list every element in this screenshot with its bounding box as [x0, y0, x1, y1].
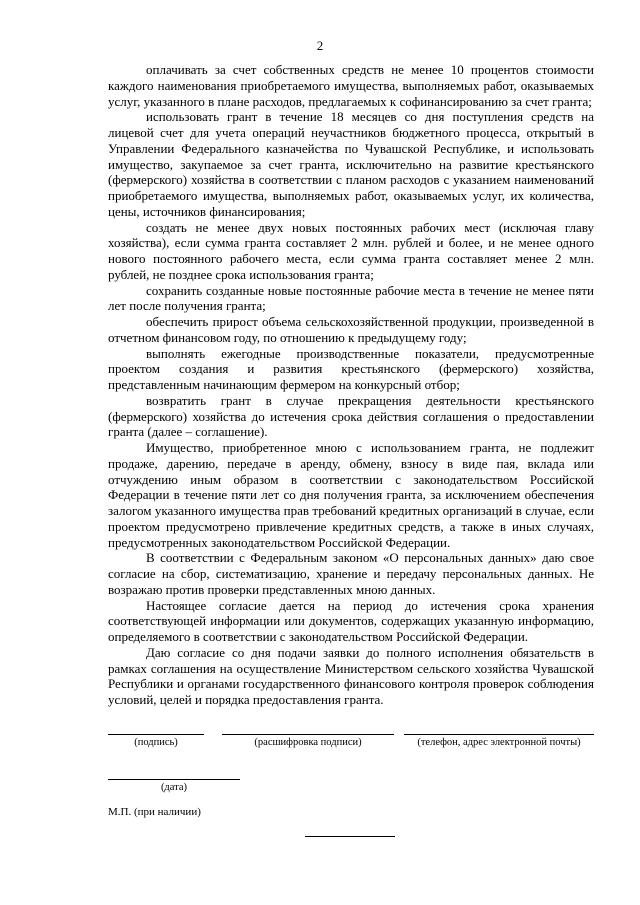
contact-line	[404, 734, 594, 735]
document-body	[108, 62, 594, 708]
stamp-label: М.П. (при наличии)	[108, 806, 201, 818]
bottom-divider	[305, 836, 395, 837]
signature-line	[108, 734, 204, 735]
paragraph-production-growth: обеспечить прирост объема сельскохозяйственной продукции, произведенной в отчетном финансовом году, по отношению к предыдущему году;	[108, 314, 594, 345]
paragraph-inspection-consent: Даю согласие со дня подачи заявки до полного исполнения обязательств в рамках соглашения на осуществление Министерством сельского хозяйства Чувашской Республики и органами государственного финансового контроля проверок соблюдения условий, целей и порядка предоставления гранта.	[108, 644, 594, 707]
page-number: 2	[316, 38, 324, 53]
name-label: (расшифровка подписи)	[254, 737, 362, 748]
paragraph-consent-period: Настоящее согласие дается на период до истечения срока хранения соответствующей информации или документов, содержащих указанную информацию, определяемого в соответствии с законодательством Российской Федерации.	[108, 597, 594, 644]
paragraph-return-grant: возвратить грант в случае прекращения деятельности крестьянского (фермерского) хозяйства до истечения срока действия соглашения о предоставлении гранта (далее – соглашение).	[108, 392, 594, 440]
contact-label: (телефон, адрес электронной почты)	[417, 737, 581, 748]
paragraph-property: Имущество, приобретенное мною с использованием гранта, не подлежит продаже, дарению, передаче в аренду, обмену, взносу в виде пая, вклада или отчуждению иным образом в соответствии с законодательством Российской Федерации в течение пяти лет со дня получения гранта, за исключением обеспечения залогом указанного имущества прав требований кредитных организаций в случае, если проектом предусмотрено привлечение кредитных средств, а также в иных случаях, предусмотренных законодательством Российской Федерации.	[108, 440, 594, 550]
paragraph-create-jobs: создать не менее двух новых постоянных рабочих мест (исключая главу хозяйства), если сумма гранта составляет 2 млн. рублей и более, и не менее одного нового постоянного рабочего места, если сумма гранта составляет менее 2 млн. рублей, не позднее срока использования гранта;	[108, 219, 594, 282]
signature-label: (подпись)	[134, 737, 178, 748]
paragraph-cofinancing: оплачивать за счет собственных средств не менее 10 процентов стоимости каждого наименования приобретаемого имущества, выполняемых работ, оказываемых услуг, указанного в плане расходов, предлагаемых к софинансированию за счет гранта;	[108, 62, 594, 109]
date-label: (дата)	[160, 782, 188, 793]
paragraph-grant-usage: использовать грант в течение 18 месяцев со дня поступления средств на лицевой счет для учета операций неучастников бюджетного процесса, открытый в Управлении Федерального казначейства по Чувашской Республике, и использовать имущество, закупаемое за счет гранта, исключительно на развитие крестьянского (фермерского) хозяйства в соответствии с планом расходов с указанием наименований приобретаемого имущества, выполняемых работ, оказываемых услуг, их количества, цены, источников финансирования;	[108, 109, 594, 219]
paragraph-personal-data: В соответствии с Федеральным законом «О персональных данных» даю свое согласие на сбор, систематизацию, хранение и передачу персональных данных. Не возражаю против проверки представленных мною данных.	[108, 550, 594, 597]
paragraph-keep-jobs: сохранить созданные новые постоянные рабочие места в течение не менее пяти лет после получения гранта;	[108, 282, 594, 314]
name-line	[222, 734, 394, 735]
paragraph-indicators: выполнять ежегодные производственные показатели, предусмотренные проектом создания и развития крестьянского (фермерского) хозяйства, представленным начинающим фермером на конкурсный отбор;	[108, 345, 594, 392]
date-line	[108, 779, 240, 780]
